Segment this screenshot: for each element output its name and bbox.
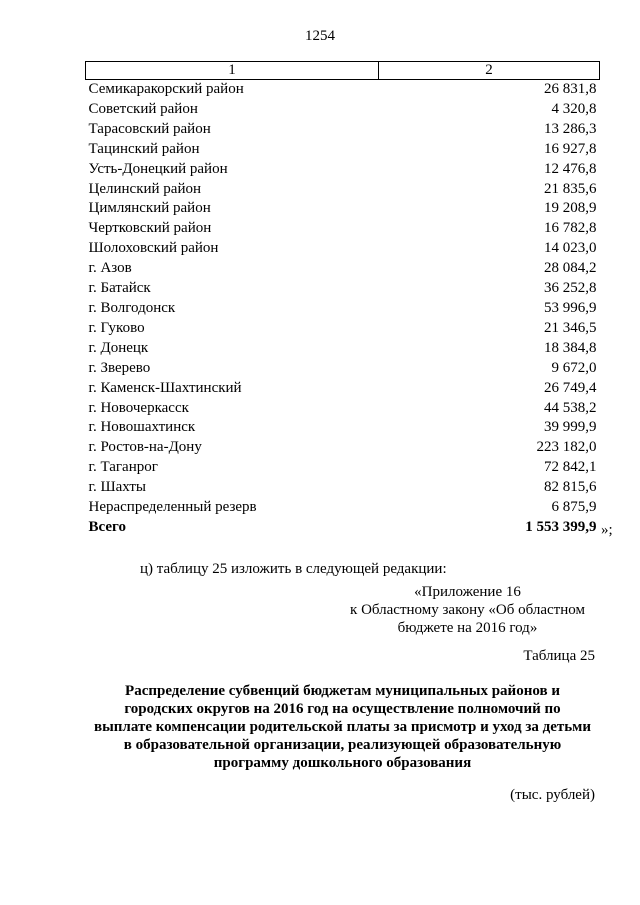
header-col-1: 1 (86, 62, 379, 80)
units-label: (тыс. рублей) (510, 787, 595, 803)
row-value: 28 084,2 (544, 260, 597, 277)
table-label: Таблица 25 (523, 648, 595, 664)
row-value: 14 023,0 (544, 240, 597, 257)
row-value: 39 999,9 (544, 419, 597, 436)
title-line: Распределение субвенций бюджетам муниципальных районов и (125, 683, 560, 699)
row-name: г. Шахты (88, 479, 147, 496)
row-name: Целинский район (88, 180, 201, 197)
table-row (86, 478, 600, 498)
title-line: программу дошкольного образования (213, 755, 472, 771)
row-value: 21 346,5 (544, 319, 597, 336)
table-row (86, 199, 600, 219)
row-name: г. Азов (88, 260, 132, 277)
row-value: 44 538,2 (544, 399, 597, 416)
row-value: 223 182,0 (536, 439, 597, 456)
row-value: 21 835,6 (544, 180, 597, 197)
budget-table-container (85, 61, 600, 538)
amendment-instruction: ц) таблицу 25 изложить в следующей редакции: (140, 561, 447, 577)
total-closing-quote: »; (601, 522, 613, 538)
table-row (86, 180, 600, 200)
document-title (85, 682, 600, 772)
table-row (86, 438, 600, 458)
row-name: г. Волгодонск (88, 299, 176, 316)
table-row (86, 140, 600, 160)
row-name: Усть-Донецкий район (88, 160, 228, 177)
row-name: Советский район (88, 100, 198, 117)
table-row (86, 120, 600, 140)
table-row (86, 498, 600, 518)
appendix-reference (340, 583, 595, 637)
table-row (86, 100, 600, 120)
row-name: г. Гуково (88, 319, 145, 336)
total-value: 1 553 399,9 (525, 518, 597, 535)
row-value: 36 252,8 (544, 280, 597, 297)
row-name: Чертковский район (88, 220, 212, 237)
table-row (86, 319, 600, 339)
appendix-line: «Приложение 16 (414, 584, 521, 600)
appendix-line: бюджете на 2016 год» (397, 620, 538, 636)
row-value: 82 815,6 (544, 479, 597, 496)
row-name: Тарасовский район (88, 120, 211, 137)
row-value: 19 208,9 (544, 200, 597, 217)
row-value: 4 320,8 (551, 100, 597, 117)
table-row (86, 418, 600, 438)
total-label: Всего (88, 518, 126, 535)
row-name: Нераспределенный резерв (88, 499, 257, 516)
table-row (86, 359, 600, 379)
table-row (86, 399, 600, 419)
row-name: г. Каменск-Шахтинский (88, 379, 242, 396)
row-value: 13 286,3 (544, 120, 597, 137)
row-name: Цимлянский район (88, 200, 211, 217)
table-row (86, 80, 600, 100)
row-name: г. Таганрог (88, 459, 158, 476)
row-value: 9 672,0 (551, 359, 597, 376)
table-row (86, 259, 600, 279)
row-value: 12 476,8 (544, 160, 597, 177)
table-row (86, 379, 600, 399)
appendix-line: к Областному закону «Об областном (350, 602, 585, 618)
row-name: г. Батайск (88, 280, 151, 297)
title-line: городских округов на 2016 год на осуществление полномочий по (124, 701, 561, 717)
row-name: Шолоховский район (88, 240, 219, 257)
table-row (86, 160, 600, 180)
row-name: г. Зверево (88, 359, 151, 376)
table-row (86, 339, 600, 359)
table-row (86, 239, 600, 259)
row-name: г. Донецк (88, 339, 149, 356)
row-value: 18 384,8 (544, 339, 597, 356)
table-row (86, 219, 600, 239)
budget-table (85, 61, 600, 538)
title-line: в образовательной организации, реализующей образовательную (123, 737, 562, 753)
table-row (86, 279, 600, 299)
page-number: 1254 (305, 28, 335, 44)
table-header-row (86, 62, 600, 80)
row-name: г. Новочеркасск (88, 399, 189, 416)
row-name: г. Новошахтинск (88, 419, 196, 436)
header-col-2: 2 (379, 62, 600, 80)
total-row (86, 518, 600, 538)
row-value: 16 927,8 (544, 140, 597, 157)
row-value: 72 842,1 (544, 459, 597, 476)
row-value: 6 875,9 (551, 499, 597, 516)
row-name: г. Ростов-на-Дону (88, 439, 202, 456)
row-value: 16 782,8 (544, 220, 597, 237)
table-row (86, 299, 600, 319)
table-row (86, 458, 600, 478)
row-name: Семикаракорский район (88, 81, 244, 97)
row-value: 26 749,4 (544, 379, 597, 396)
row-name: Тацинский район (88, 140, 200, 157)
row-value: 26 831,8 (544, 81, 597, 97)
row-value: 53 996,9 (544, 299, 597, 316)
title-line: выплате компенсации родительской платы за присмотр и уход за детьми (93, 719, 592, 735)
